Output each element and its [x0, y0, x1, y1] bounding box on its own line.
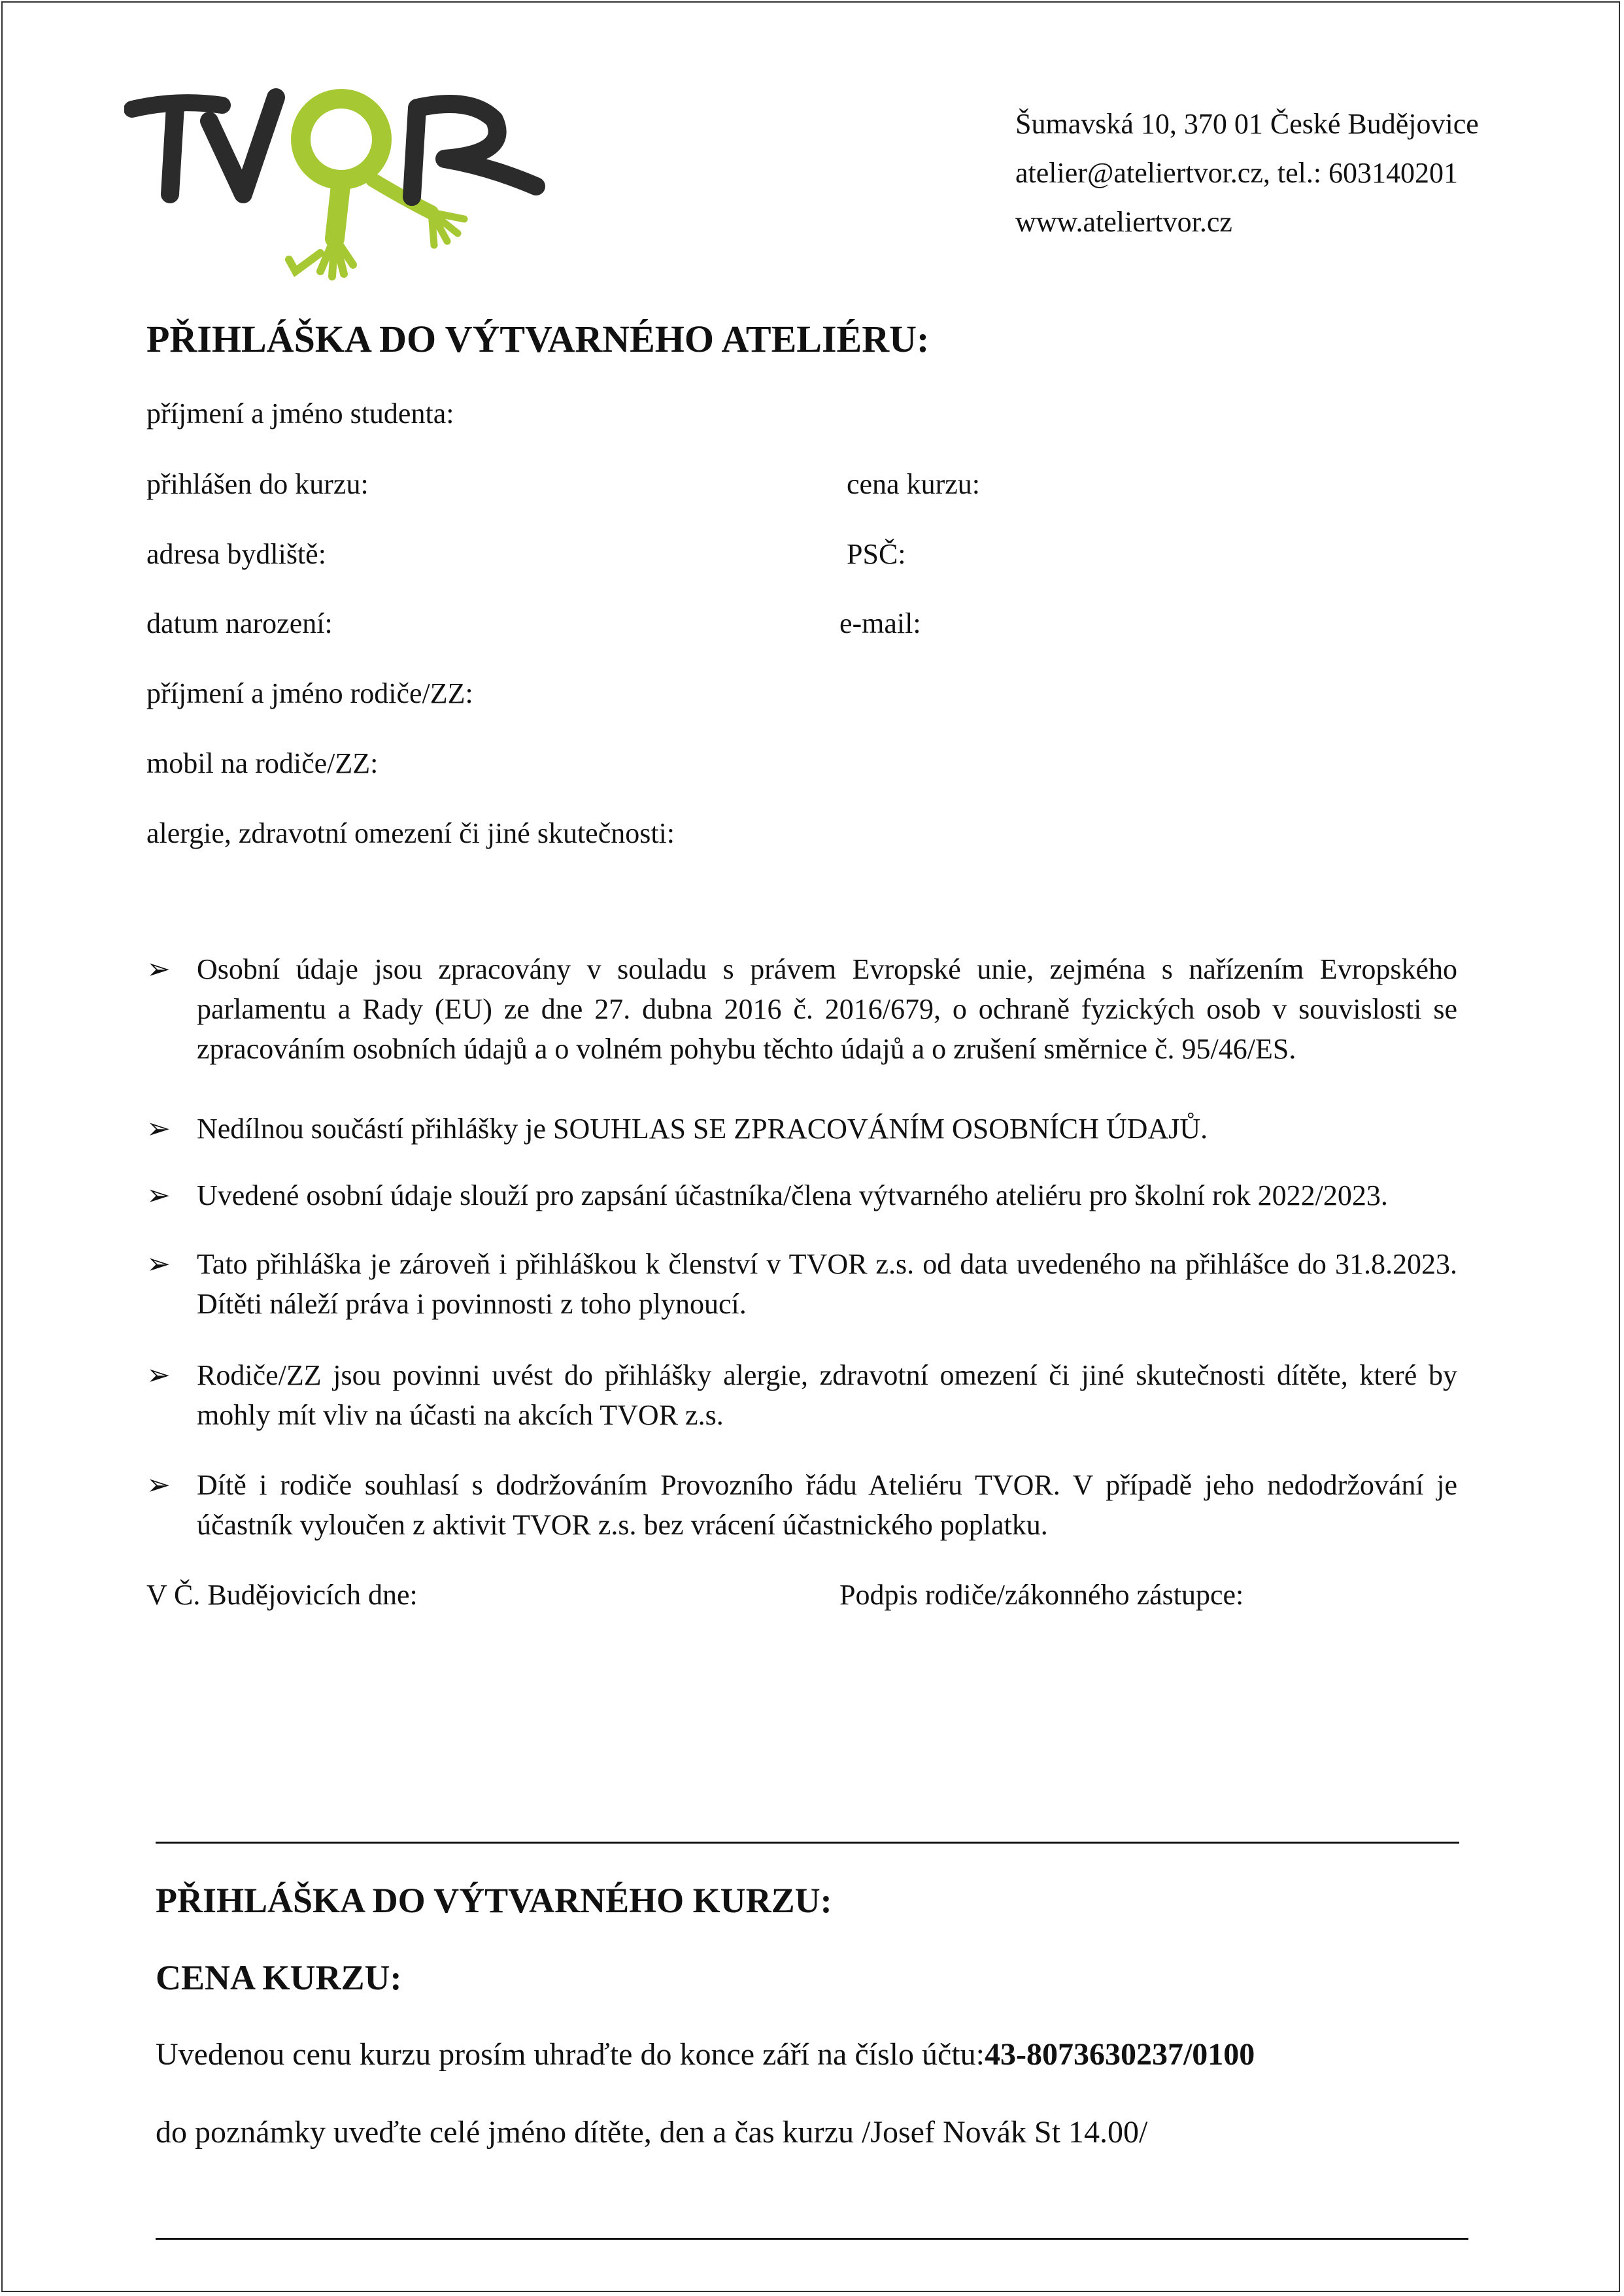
consent-bullet — [146, 1109, 1457, 1149]
bullet-text: Osobní údaje jsou zpracovány v souladu s právem Evropské unie, zejména s nařízením Evropského parlamentu a Rady (EU) ze dne 27. dubna 2016 č. 2016/679, o ochraně fyzických osob v souvislosti se zpracováním osobních údajů a o volném pohybu těchto údajů a o zrušení směrnice č. 95/46/ES. — [197, 953, 1457, 1065]
field-address: adresa bydliště: — [146, 538, 326, 570]
field-course: přihlášen do kurzu: — [146, 468, 369, 500]
payment-note: do poznámky uveďte celé jméno dítěte, den a čas kurzu /Josef Novák St 14.00/ — [156, 2115, 1148, 2150]
arrow-bullet-icon: ➢ — [146, 1179, 171, 1211]
payment-text: Uvedenou cenu kurzu prosím uhraďte do konce září na číslo účtu: — [156, 2037, 985, 2072]
membership-bullet — [146, 1244, 1457, 1324]
slip-price-label: CENA KURZU: — [156, 1958, 402, 1997]
bullet-text: Dítě i rodiče souhlasí s dodržováním Provozního řádu Ateliéru TVOR. V případě jeho nedodržování je účastník vyloučen z aktivit TVOR z.s. bez vrácení účastnického poplatku. — [197, 1469, 1457, 1541]
purpose-bullet — [146, 1175, 1457, 1215]
field-allergies: alergie, zdravotní omezení či jiné skutečnosti: — [146, 817, 675, 849]
tvor-logo — [124, 82, 549, 284]
signature-label: Podpis rodiče/zákonného zástupce: — [839, 1579, 1244, 1611]
bullet-text: Nedílnou součástí přihlášky je SOUHLAS SE ZPRACOVÁNÍM OSOBNÍCH ÚDAJŮ. — [197, 1113, 1208, 1145]
bullet-text: Uvedené osobní údaje slouží pro zapsání účastníka/člena výtvarného ateliéru pro školní rok 2022/2023. — [197, 1179, 1388, 1211]
place-date-label: V Č. Budějovicích dne: — [146, 1579, 418, 1611]
slip-title: PŘIHLÁŠKA DO VÝTVARNÉHO KURZU: — [156, 1881, 832, 1920]
account-number: 43-8073630237/0100 — [984, 2037, 1255, 2072]
field-birth-date: datum narození: — [146, 607, 333, 639]
arrow-bullet-icon: ➢ — [146, 1248, 171, 1280]
cut-divider — [156, 1842, 1459, 1844]
arrow-bullet-icon: ➢ — [146, 953, 171, 985]
gdpr-bullet — [146, 949, 1457, 1069]
field-email: e-mail: — [839, 607, 921, 639]
field-parent-phone: mobil na rodiče/ZZ: — [146, 747, 379, 779]
arrow-bullet-icon: ➢ — [146, 1359, 171, 1391]
payment-instruction — [156, 2039, 1255, 2070]
header-contact: atelier@ateliertvor.cz, tel.: 603140201 — [1015, 157, 1459, 189]
field-parent-name: příjmení a jméno rodiče/ZZ: — [146, 677, 473, 709]
header-website: www.ateliertvor.cz — [1015, 206, 1232, 238]
rules-bullet — [146, 1465, 1457, 1545]
arrow-bullet-icon: ➢ — [146, 1469, 171, 1501]
field-course-price: cena kurzu: — [847, 468, 980, 500]
field-student-name: příjmení a jméno studenta: — [146, 397, 454, 430]
field-zip: PSČ: — [847, 538, 906, 570]
form-title: PŘIHLÁŠKA DO VÝTVARNÉHO ATELIÉRU: — [146, 318, 930, 360]
bullet-text: Rodiče/ZZ jsou povinni uvést do přihlášky alergie, zdravotní omezení či jiné skutečnosti dítěte, které by mohly mít vliv na účasti na akcích TVOR z.s. — [197, 1359, 1457, 1431]
arrow-bullet-icon: ➢ — [146, 1113, 171, 1145]
bottom-divider — [156, 2238, 1468, 2240]
health-bullet — [146, 1355, 1457, 1435]
bullet-text: Tato přihláška je zároveň i přihláškou k členství v TVOR z.s. od data uvedeného na přihlášce do 31.8.2023. Dítěti náleží práva i povinnosti z toho plynoucí. — [197, 1248, 1457, 1320]
header-address: Šumavská 10, 370 01 České Budějovice — [1015, 108, 1479, 140]
